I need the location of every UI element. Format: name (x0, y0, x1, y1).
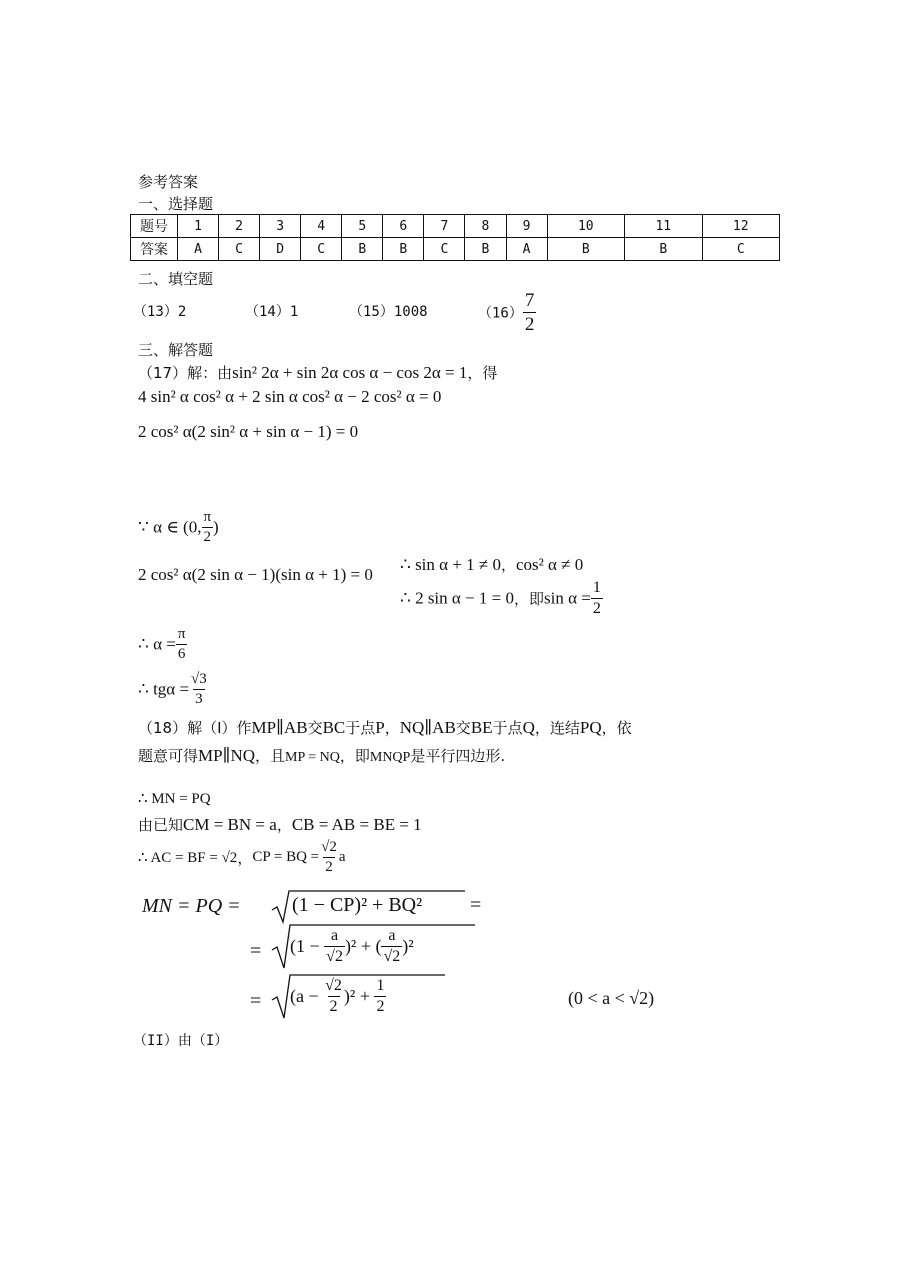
fraction-numerator: 1 (376, 977, 385, 994)
q17-condition-2b: 即 (529, 590, 545, 608)
q18-radicand-3 (290, 978, 386, 1015)
q18-math: NQ∥AB (399, 718, 456, 737)
q17-result-1-pre: ∴ α = (138, 634, 176, 654)
fraction-denominator: 2 (376, 998, 385, 1015)
q18-text: ，即 (339, 747, 370, 765)
q18-trailing-eq: = (470, 894, 482, 916)
q18-math: CM = BN = a (183, 815, 277, 834)
table-cell: 12 (702, 215, 780, 238)
q18-eq-sign-2: = (250, 940, 262, 962)
q17-intro: （17）解：由 (138, 364, 233, 382)
fraction (319, 840, 339, 875)
fraction (201, 510, 213, 545)
q17-result-2-pre: ∴ tgα = (138, 679, 190, 699)
table-cell: 6 (383, 215, 424, 238)
table-cell: D (260, 238, 301, 261)
q18-math: )² (402, 936, 414, 956)
fraction-denominator: 6 (177, 646, 186, 662)
q17-equation-1: sin² 2α + sin 2α cos α − cos 2α = 1 (232, 363, 468, 382)
fraction-denominator: 3 (195, 691, 203, 707)
fraction-numerator: √2 (325, 977, 342, 994)
fraction-numerator: π (203, 509, 212, 525)
q18-eq-sign-3: = (250, 990, 262, 1012)
q18-text: 于点 (492, 719, 523, 737)
q18-math: a (338, 849, 346, 865)
fraction-numerator: √2 (321, 839, 337, 855)
table-cell: 2 (219, 215, 260, 238)
table-cell: C (424, 238, 465, 261)
q17-equation-2: 4 sin² α cos² α + 2 sin α cos² α − 2 cos² α = 0 (138, 387, 442, 406)
q18-range: (0 < a < √2) (568, 988, 655, 1008)
q17-result-1 (138, 627, 187, 662)
table-cell: 11 (625, 215, 702, 238)
table-row-numbers (131, 215, 780, 238)
table-cell: A (506, 238, 547, 261)
table-cell: 7 (424, 215, 465, 238)
q18-line-4 (138, 814, 422, 835)
q18-math: Q (522, 718, 535, 737)
q17-condition-1a: ∴ sin α + 1 ≠ 0 (400, 555, 501, 574)
table-cell: B (547, 238, 624, 261)
q18-math: CB = AB = BE = 1 (291, 815, 422, 834)
fill-answer-14 (245, 301, 298, 321)
q18-math: (a − (290, 986, 319, 1006)
q18-text: 题意可得 (138, 747, 199, 765)
q18-line-5 (138, 840, 346, 875)
q17-condition-2a: ∴ 2 sin α − 1 = 0 (400, 588, 514, 608)
q17-line-1 (138, 362, 497, 383)
q18-math: ∴ AC = BF = √2 (138, 850, 238, 866)
fill-label: （15） (349, 304, 394, 320)
table-cell: C (702, 238, 780, 261)
q18-text: ，连结 (534, 719, 580, 737)
table-cell: 3 (260, 215, 301, 238)
q18-lhs: MN = PQ = (142, 895, 241, 917)
q18-math: (1 − (290, 936, 320, 956)
q18-radicand-1: (1 − CP)² + BQ² (292, 894, 423, 916)
section-heading-solve: 三、解答题 (138, 341, 214, 359)
q18-text: ，依 (601, 719, 632, 737)
fraction (374, 978, 386, 1015)
q17-since: ∵ α ∈ (0, (138, 517, 202, 537)
fraction (381, 928, 402, 965)
q18-text: 是平行四边形. (410, 747, 506, 765)
fraction-numerator: 7 (524, 290, 535, 311)
table-cell: 9 (506, 215, 547, 238)
q17-condition-2c: sin α = (544, 588, 591, 608)
section-heading-fill: 二、填空题 (138, 270, 214, 288)
fraction-denominator: 2 (329, 998, 338, 1015)
fraction (591, 580, 603, 617)
q17-equation-4: 2 cos² α(2 sin α − 1)(sin α + 1) = 0 (138, 565, 373, 584)
q18-math: MP∥AB (251, 718, 308, 737)
fraction (523, 291, 537, 334)
fill-answer-16 (478, 291, 536, 334)
fraction (189, 672, 209, 707)
table-cell: B (342, 238, 383, 261)
table-row-answers (131, 238, 780, 261)
table-cell: C (301, 238, 342, 261)
q18-math: MNQP (369, 750, 411, 765)
q18-math: BE (470, 718, 493, 737)
q17-condition-1b: cos² α ≠ 0 (516, 555, 584, 574)
q18-big-eq-1 (142, 895, 241, 918)
fraction-numerator: 1 (592, 579, 601, 596)
answer-table (130, 214, 780, 261)
q18-text: 于点 (345, 719, 376, 737)
q18-math: BC (322, 718, 346, 737)
fill-value: 1008 (393, 304, 428, 320)
q18-text: 交 (307, 719, 323, 737)
fraction-denominator: 2 (325, 859, 333, 875)
q18-text: 由已知 (138, 816, 184, 834)
table-cell: B (625, 238, 702, 261)
q18-math: MP = NQ (285, 750, 340, 765)
fill-label: （16） (478, 305, 523, 322)
q18-part-2: （II）由（I） (133, 1033, 229, 1049)
fraction-numerator: a (388, 927, 396, 944)
q18-line-3: ∴ MN = PQ (138, 791, 211, 807)
q18-text: ， (237, 849, 253, 867)
q18-math: CP = BQ = (252, 849, 320, 865)
fraction-numerator: √3 (191, 671, 207, 687)
fraction (324, 928, 345, 965)
q18-text: 交 (455, 719, 471, 737)
table-cell: 8 (465, 215, 506, 238)
table-cell: B (465, 238, 506, 261)
q17-since-close: ) (213, 517, 219, 537)
fill-value: 1 (289, 304, 299, 320)
q17-condition-2: ∴ 2 sin α − 1 = 0，即sin α = $\frac{1}{2}$ (400, 579, 601, 617)
table-cell: 5 (342, 215, 383, 238)
page-title: 参考答案 (138, 173, 199, 191)
section-heading-choice: 一、选择题 (138, 195, 214, 213)
q18-math: )² + ( (344, 936, 382, 956)
table-cell: 10 (547, 215, 624, 238)
q17-result-2 (138, 672, 209, 707)
q18-math: MP∥NQ (198, 746, 255, 765)
fill-answer-15 (349, 301, 428, 321)
fraction-denominator: √2 (383, 948, 401, 965)
q18-text: （18）解（I）作 (138, 719, 252, 737)
fraction (323, 978, 344, 1015)
q18-text: ， (384, 719, 400, 737)
fraction-numerator: a (330, 927, 339, 944)
fraction-denominator: √2 (326, 948, 343, 965)
fill-label: （14） (245, 304, 290, 320)
q17-since-line (138, 510, 219, 545)
q17-equation-3: 2 cos² α(2 sin² α + sin α − 1) = 0 (138, 422, 359, 441)
q18-line-2 (138, 745, 505, 766)
fill-answer-13 (133, 301, 186, 321)
table-header-answer: 答案 (131, 238, 178, 261)
q17-condition-1: ∴ sin α + 1 ≠ 0，cos² α ≠ 0 (400, 555, 584, 574)
q18-radicand-2 (290, 928, 414, 965)
fraction-denominator: 2 (592, 600, 601, 617)
q18-math: PQ (579, 718, 602, 737)
q18-math: )² + (343, 986, 370, 1006)
table-header-number: 题号 (131, 215, 178, 238)
fraction-denominator: 2 (203, 529, 211, 545)
q18-text: ， (276, 816, 292, 834)
fraction (176, 627, 188, 662)
table-cell: C (219, 238, 260, 261)
fill-label: （13） (133, 304, 178, 320)
table-cell: 1 (178, 215, 219, 238)
fraction-denominator: 2 (524, 314, 535, 335)
q18-text: ，且 (255, 747, 286, 765)
q17-then: ，得 (467, 364, 498, 382)
fraction-numerator: π (177, 626, 186, 642)
table-cell: A (178, 238, 219, 261)
q18-line-1 (138, 717, 632, 738)
q18-math: P (375, 718, 385, 737)
table-cell: 4 (301, 215, 342, 238)
table-cell: B (383, 238, 424, 261)
fill-value: 2 (177, 304, 187, 320)
